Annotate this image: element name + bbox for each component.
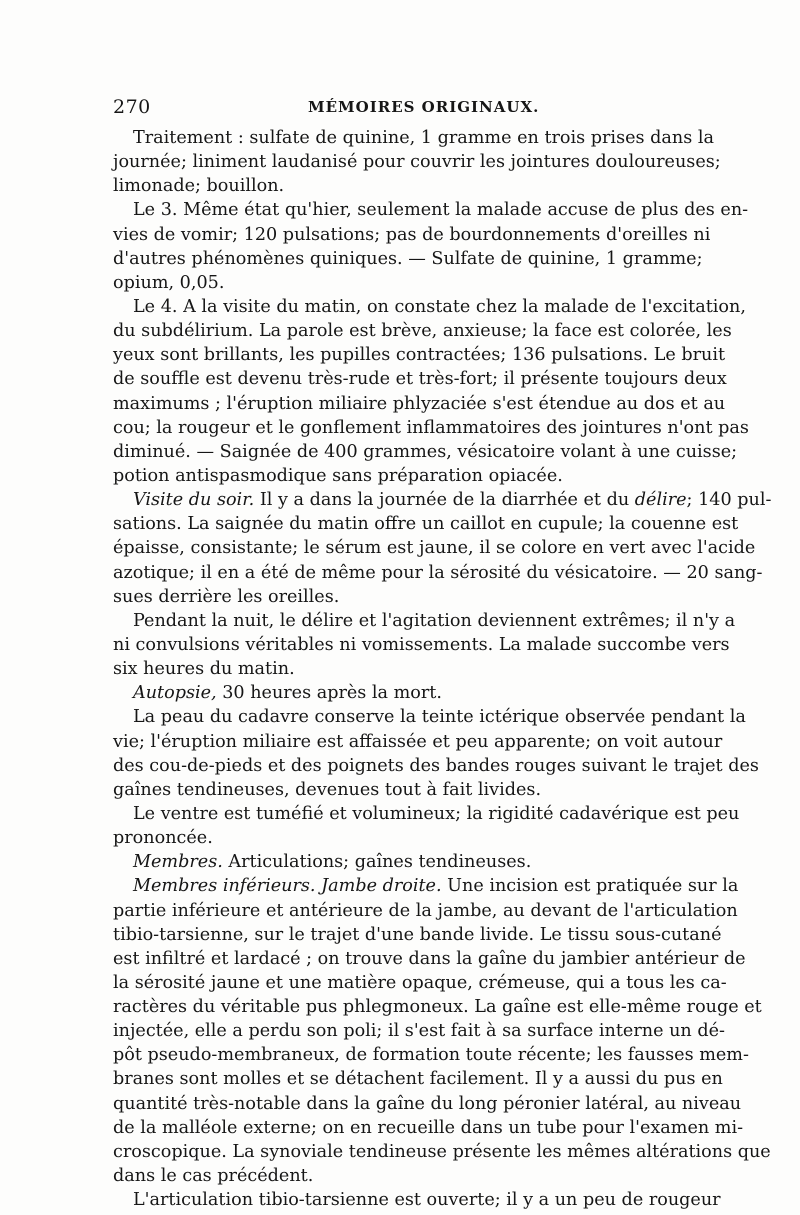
line-text: sations. La saignée du matin offre un caillot en cupule; la couenne est	[113, 514, 739, 535]
line-text: azotique; il en a été de même pour la sérosité du vésicatoire. — 20 sang-	[113, 562, 763, 583]
line-text: ractères du véritable pus phlegmoneux. La gaîne est elle-même rouge et	[113, 997, 762, 1018]
text-line	[113, 899, 738, 923]
text-line	[113, 705, 746, 729]
line-text: Articulations; gaînes tendineuses.	[222, 852, 532, 873]
line-text: vies de vomir; 120 pulsations; pas de bourdonnements d'oreilles ni	[113, 224, 711, 245]
text-line	[113, 1164, 693, 1188]
text-line	[113, 126, 714, 150]
text-line	[113, 947, 746, 971]
italic-lead: Visite du soir.	[133, 490, 255, 511]
text-line	[113, 826, 693, 850]
line-text: du subdélirium. La parole est brève, anxieuse; la face est colorée, les	[113, 321, 732, 342]
page-number: 270	[113, 96, 151, 118]
text-line	[113, 223, 711, 247]
line-text: d'autres phénomènes quiniques. — Sulfate de quinine, 1 gramme;	[113, 248, 703, 269]
line-text: croscopique. La synoviale tendineuse présente les mêmes altérations que	[113, 1141, 771, 1162]
line-text: ni convulsions véritables ni vomissements. La malade succombe vers	[113, 634, 730, 655]
line-text: journée; liniment laudanisé pour couvrir les jointures douloureuses;	[113, 152, 721, 173]
running-title: MÉMOIRES ORIGINAUX.	[308, 98, 540, 116]
italic-word: délire	[634, 490, 687, 511]
text-line	[113, 247, 703, 271]
line-text: de souffle est devenu très-rude et très-fort; il présente toujours deux	[113, 369, 727, 390]
line-text: cou; la rougeur et le gonflement inflammatoires des jointures n'ont pas	[113, 417, 749, 438]
text-line	[113, 392, 726, 416]
line-text: sues derrière les oreilles.	[113, 586, 340, 607]
text-line	[113, 657, 693, 681]
line-text: L'articulation tibio-tarsienne est ouverte; il y a un peu de rougeur	[133, 1190, 721, 1211]
text-line	[113, 802, 740, 826]
line-text: de la malléole externe; on en recueille dans un tube pour l'examen mi-	[113, 1117, 744, 1138]
line-text: Le ventre est tuméfié et volumineux; la rigidité cadavérique est peu	[133, 803, 740, 824]
line-text: maximums ; l'éruption miliaire phlyzaciée s'est étendue au dos et au	[113, 393, 726, 414]
line-text: Une incision est pratiquée sur la	[441, 876, 739, 897]
line-text: Traitement : sulfate de quinine, 1 gramme en trois prises dans la	[133, 128, 714, 148]
line-text: branes sont molles et se détachent facilement. Il y a aussi du pus en	[113, 1069, 723, 1090]
text-line	[113, 512, 739, 536]
line-text: épaisse, consistante; le sérum est jaune, il se colore en vert avec l'acide	[113, 538, 756, 559]
line-text: Le 4. A la visite du matin, on constate chez la malade de l'excitation,	[133, 296, 746, 317]
text-line	[113, 1067, 723, 1091]
line-text: six heures du matin.	[113, 659, 295, 680]
text-line	[113, 440, 738, 464]
text-line	[113, 343, 726, 367]
line-text: yeux sont brillants, les pupilles contractées; 136 pulsations. Le bruit	[113, 345, 726, 366]
italic-lead: Membres inférieurs. Jambe droite.	[133, 876, 442, 897]
line-text: vie; l'éruption miliaire est affaissée et peu apparente; on voit autour	[113, 731, 723, 752]
text-line	[113, 464, 693, 488]
text-line	[113, 874, 739, 898]
text-line	[113, 1019, 725, 1043]
line-text: dans le cas précédent.	[113, 1166, 314, 1187]
text-line	[113, 850, 693, 874]
line-text: la sérosité jaune et une matière opaque, crémeuse, qui a tous les ca-	[113, 972, 727, 993]
text-line	[113, 923, 722, 947]
text-line	[113, 609, 736, 633]
line-text: opium, 0,05.	[113, 272, 225, 293]
text-line	[113, 971, 727, 995]
text-line	[113, 1116, 744, 1140]
text-line	[113, 536, 756, 560]
line-text: injectée, elle a perdu son poli; il s'est fait à sa surface interne un dé-	[113, 1021, 725, 1042]
line-tail: ; 140 pul-	[686, 490, 772, 511]
text-line	[113, 198, 749, 222]
text-line	[113, 295, 746, 319]
line-text: La peau du cadavre conserve la teinte ictérique observée pendant la	[133, 707, 746, 728]
text-line	[113, 585, 693, 609]
text-line	[113, 561, 763, 585]
text-line	[113, 1092, 742, 1116]
text-line	[113, 1188, 721, 1212]
line-text: des cou-de-pieds et des poignets des bandes rouges suivant le trajet des	[113, 755, 759, 776]
text-line	[113, 367, 727, 391]
line-text: Pendant la nuit, le délire et l'agitation deviennent extrêmes; il n'y a	[133, 610, 736, 631]
text-line	[113, 416, 749, 440]
text-line	[113, 271, 693, 295]
body-text	[113, 126, 772, 1212]
text-line	[113, 995, 762, 1019]
line-text: partie inférieure et antérieure de la jambe, au devant de l'articulation	[113, 900, 738, 921]
line-text: est infiltré et lardacé ; on trouve dans la gaîne du jambier antérieur de	[113, 948, 746, 969]
line-text: tibio-tarsienne, sur le trajet d'une bande livide. Le tissu sous-cutané	[113, 924, 722, 945]
line-text: Le 3. Même état qu'hier, seulement la malade accuse de plus des en-	[133, 200, 749, 221]
text-line	[113, 778, 693, 802]
text-line	[113, 754, 759, 778]
text-line	[113, 174, 693, 198]
text-line	[113, 1043, 749, 1067]
text-line	[113, 1140, 771, 1164]
line-text: prononcée.	[113, 828, 213, 849]
line-text: diminué. — Saignée de 400 grammes, vésicatoire volant à une cuisse;	[113, 441, 738, 462]
italic-lead: Membres.	[133, 852, 223, 873]
line-text: 30 heures après la mort.	[216, 683, 442, 704]
text-line	[113, 730, 723, 754]
text-line	[113, 150, 721, 174]
line-text: potion antispasmodique sans préparation opiacée.	[113, 465, 563, 486]
text-line	[113, 633, 730, 657]
line-text: Il y a dans la journée de la diarrhée et du	[254, 490, 635, 511]
line-text: pôt pseudo-membraneux, de formation toute récente; les fausses mem-	[113, 1045, 749, 1066]
text-line	[113, 681, 693, 705]
line-text: quantité très-notable dans la gaîne du long péronier latéral, au niveau	[113, 1093, 742, 1114]
italic-lead: Autopsie,	[133, 683, 217, 704]
text-line	[113, 488, 772, 512]
line-text: gaînes tendineuses, devenues tout à fait livides.	[113, 779, 542, 800]
line-text: limonade; bouillon.	[113, 176, 285, 197]
page-header	[113, 96, 693, 122]
text-line	[113, 319, 732, 343]
